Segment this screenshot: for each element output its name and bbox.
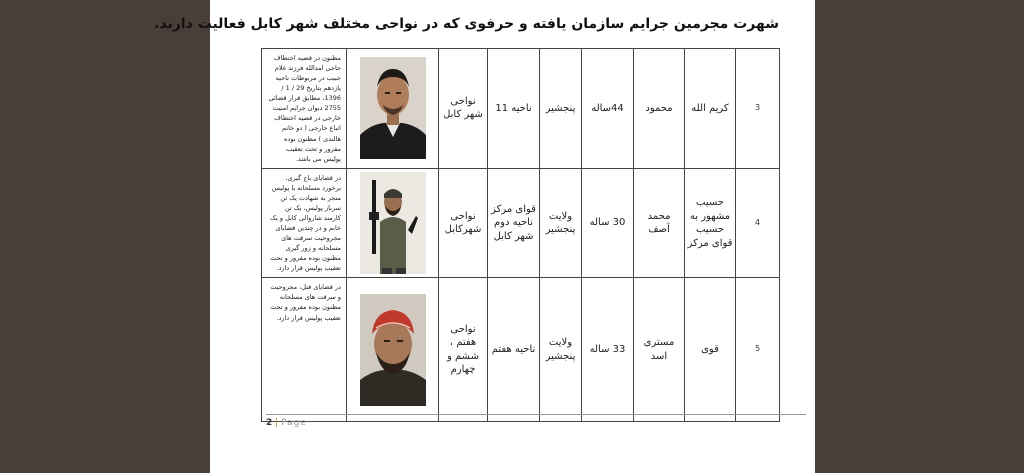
footer-separator: | xyxy=(275,418,279,428)
photo-cell xyxy=(347,278,439,422)
father-name-cell: مستری اسد xyxy=(634,278,685,422)
description-cell: در قضایای قتل، مجروحیت و سرقت های مسلحانه مظنون بوده مفرور و تحت تعقیب پولیس قرار دارد. xyxy=(262,278,347,422)
row-number-cell: 3 xyxy=(736,49,780,169)
age-cell: 30 ساله xyxy=(582,168,634,278)
suspects-table xyxy=(261,48,792,422)
table-row xyxy=(262,278,792,422)
district-cell: ناحیه هفتم xyxy=(488,278,540,422)
name-cell: کریم الله xyxy=(685,49,736,169)
district-cell: ناحیه 11 xyxy=(488,49,540,169)
table-row xyxy=(262,49,792,169)
area-cell: نواحی شهرکابل xyxy=(439,168,488,278)
photo-cell xyxy=(347,168,439,278)
suspect-photo-3 xyxy=(360,57,426,159)
area-cell: نواحی شهر کابل xyxy=(439,49,488,169)
district-cell: قوای مرکز ناحیه دوم شهر کابل xyxy=(488,168,540,278)
father-name-cell: محمد آصف xyxy=(634,168,685,278)
suspect-photo-4 xyxy=(360,172,426,274)
description-cell: مظنون در قضیه اختطاف حاجی امدالله فرزند غلام حبیب در مربوطات ناحیه یازدهم بتاریخ 29 / 1 / 1396، مطابق قرار قضائی 2755 دیوان جرایم امنیت خارجی در قضیه اختطاف اتباع خارجی ( دو خانم هالندی ) مظنون بوده مفرور و تحت تعقیب پولیس می باشد. xyxy=(262,49,347,169)
age-cell: 33 ساله xyxy=(582,278,634,422)
province-cell: پنجشیر xyxy=(540,49,582,169)
province-cell: ولایت پنجشیر xyxy=(540,168,582,278)
suspect-photo-5 xyxy=(360,294,426,406)
row-number-cell: 5 xyxy=(736,278,780,422)
page-label: Page xyxy=(281,418,307,428)
father-name-cell: محمود xyxy=(634,49,685,169)
footer-divider xyxy=(266,414,806,415)
province-cell: ولایت پنجشیر xyxy=(540,278,582,422)
photo-cell xyxy=(347,49,439,169)
area-cell: نواحی هفتم ، ششم و چهارم xyxy=(439,278,488,422)
document-page xyxy=(154,0,815,473)
page-number: 2 xyxy=(266,418,273,428)
description-cell: در قضایای باج گیری، برخورد مسلحانه با پولیس منجر به شهادت یک تن سرباز پولیس، یک تن کارمند شاروالی کابل و یک خانم و در چندین قضایای مجروحیت سرقت های مسلحانه و زور گیری مظنون بوده مفرور و تحت تعقیب پولیس قرار دارد. xyxy=(262,168,347,278)
table-row xyxy=(262,168,792,278)
age-cell: 44ساله xyxy=(582,49,634,169)
row-number-cell: 4 xyxy=(736,168,780,278)
document-title: شهرت مجرمین جرایم سازمان یافته و حرفوی که در نواحی مختلف شهر کابل فعالیت دارند. xyxy=(154,16,779,32)
name-cell: حسیب مشهور به حسیب قوای مرکز xyxy=(685,168,736,278)
page-footer xyxy=(266,418,307,428)
name-cell: قوی xyxy=(685,278,736,422)
